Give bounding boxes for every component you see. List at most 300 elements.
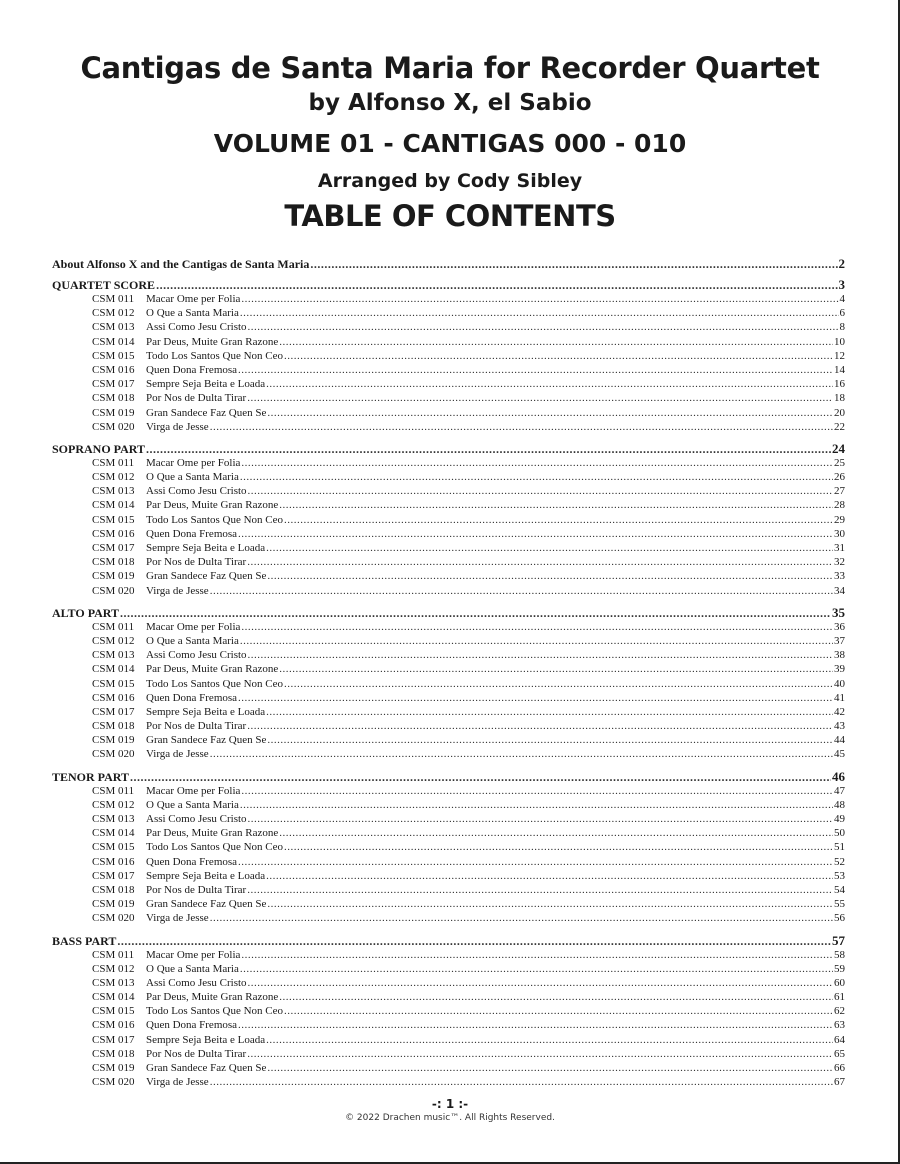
dot-leader	[284, 1004, 833, 1018]
toc-entry-label	[92, 1033, 265, 1047]
toc-page-number: 67	[834, 1076, 845, 1089]
dot-leader	[279, 498, 833, 512]
cantiga-title: Quen Dona Fremosa	[146, 855, 238, 868]
cantiga-title: Assi Como Jesu Cristo	[146, 649, 247, 662]
toc-entry-label	[92, 634, 239, 648]
toc-entry-label	[92, 527, 237, 541]
toc-entry[interactable]	[52, 634, 845, 648]
dot-leader	[210, 911, 833, 925]
dot-leader	[210, 747, 833, 761]
toc-entry-label	[92, 812, 247, 826]
toc-entry[interactable]	[52, 620, 845, 634]
cantiga-title: Macar Ome per Folia	[146, 620, 241, 633]
toc-entry[interactable]	[52, 677, 845, 691]
cantiga-title: O Que a Santa Maria	[146, 307, 239, 320]
toc-page-number: 48	[834, 798, 845, 811]
cantiga-title: Sempre Seja Beita e Loada	[146, 542, 266, 554]
title-block	[0, 50, 900, 234]
section-spacer	[52, 762, 845, 769]
toc-entry[interactable]	[52, 569, 845, 583]
cantiga-title: Par Deus, Muite Gran Razone	[146, 499, 279, 512]
cantiga-title: Por Nos de Dulta Tirar	[146, 392, 247, 405]
toc-entry[interactable]	[52, 391, 845, 405]
toc-entry[interactable]	[52, 406, 845, 420]
cantiga-code: CSM 017	[92, 1033, 135, 1046]
dot-leader	[284, 349, 833, 363]
toc-entry[interactable]	[52, 1033, 845, 1047]
cantiga-title: Par Deus, Muite Gran Razone	[146, 991, 279, 1004]
cantiga-code: CSM 020	[92, 584, 135, 597]
toc-page-number: 20	[834, 406, 845, 419]
toc-section-label: TENOR PART	[52, 769, 130, 784]
toc-entry[interactable]	[52, 1018, 845, 1032]
toc-page-number: 56	[834, 912, 845, 925]
toc-entry-label	[92, 620, 240, 634]
dot-leader	[247, 1047, 833, 1061]
toc-page-number: 12	[834, 349, 845, 362]
toc-page-number: 30	[834, 527, 845, 540]
toc-entry-label	[92, 420, 209, 434]
cantiga-title: Virga de Jesse	[146, 584, 209, 597]
toc-entry[interactable]	[52, 541, 845, 555]
toc-entry-label	[92, 855, 237, 869]
dot-leader	[266, 541, 833, 555]
cantiga-code: CSM 018	[92, 883, 135, 896]
toc-entry-about[interactable]	[52, 256, 845, 271]
toc-page-number: 58	[834, 948, 845, 961]
toc-entry-label	[92, 406, 266, 420]
dot-leader	[279, 990, 833, 1004]
toc-entry-label	[92, 555, 246, 569]
toc-page-number: 16	[834, 378, 845, 391]
toc-entry-label	[92, 883, 246, 897]
toc-page-number: 3	[838, 277, 845, 292]
cantiga-code: CSM 019	[92, 406, 135, 419]
dot-leader	[248, 648, 833, 662]
toc-entry[interactable]	[52, 691, 845, 705]
toc-section-heading[interactable]	[52, 605, 845, 620]
toc-page-number: 6	[839, 307, 845, 320]
toc-entry-label	[92, 733, 266, 747]
dot-leader	[146, 442, 831, 457]
toc-entry[interactable]	[52, 1061, 845, 1075]
toc-page-number: 22	[834, 420, 845, 433]
toc-entry-label	[92, 1075, 209, 1089]
toc-entry-label	[92, 1061, 266, 1075]
toc-entry[interactable]	[52, 377, 845, 391]
toc-entry[interactable]	[52, 719, 845, 733]
dot-leader	[266, 705, 833, 719]
cantiga-title: Sempre Seja Beita e Loada	[146, 705, 266, 718]
cantiga-code: CSM 016	[92, 1019, 135, 1032]
toc-heading: TABLE OF CONTENTS	[284, 199, 616, 233]
dot-leader	[247, 555, 833, 569]
cantiga-code: CSM 017	[92, 542, 135, 554]
toc-entry-label	[92, 897, 266, 911]
toc-entry-label	[92, 719, 246, 733]
dot-leader	[241, 620, 833, 634]
cantiga-title: Por Nos de Dulta Tirar	[146, 720, 247, 733]
cantiga-title: Virga de Jesse	[146, 1076, 209, 1089]
toc-page-number: 46	[832, 768, 845, 784]
cantiga-title: Par Deus, Muite Gran Razone	[146, 663, 279, 676]
toc-page-number: 55	[834, 898, 845, 911]
toc-entry[interactable]	[52, 911, 845, 925]
toc-entry-label	[92, 320, 247, 334]
toc-section-label: ALTO PART	[52, 605, 120, 620]
cantiga-code: CSM 018	[92, 720, 135, 733]
toc-entry[interactable]	[52, 320, 845, 334]
toc-page-number: 29	[834, 513, 845, 526]
cantiga-code: CSM 017	[92, 705, 135, 718]
cantiga-code: CSM 015	[92, 349, 135, 362]
cantiga-title: Sempre Seja Beita e Loada	[146, 1033, 266, 1046]
cantiga-code: CSM 015	[92, 841, 135, 854]
toc-entry[interactable]	[52, 363, 845, 377]
cantiga-code: CSM 013	[92, 321, 135, 334]
toc-entry[interactable]	[52, 349, 845, 363]
cantiga-title: Virga de Jesse	[146, 420, 209, 433]
cantiga-title: O Que a Santa Maria	[146, 798, 239, 811]
cantiga-title: Virga de Jesse	[146, 748, 209, 761]
toc-section-label: SOPRANO PART	[52, 441, 146, 456]
toc-entry[interactable]	[52, 1004, 845, 1018]
toc-page-number: 42	[834, 705, 845, 718]
toc-page-number: 52	[834, 855, 845, 868]
toc-page-number: 62	[834, 1005, 845, 1018]
dot-leader	[238, 691, 833, 705]
cantiga-code: CSM 018	[92, 1047, 135, 1060]
toc-page-number: 65	[834, 1047, 845, 1060]
cantiga-code: CSM 012	[92, 307, 135, 320]
toc-page-number: 44	[834, 734, 845, 747]
toc-entry-label	[92, 456, 240, 470]
dot-leader	[267, 897, 833, 911]
toc-entry[interactable]	[52, 855, 845, 869]
toc-page-number: 35	[832, 604, 845, 620]
cantiga-code: CSM 012	[92, 962, 135, 975]
toc-page-number: 40	[834, 677, 845, 690]
toc-entry-label	[92, 826, 278, 840]
dot-leader	[240, 634, 833, 648]
toc-section-heading[interactable]	[52, 277, 845, 292]
cantiga-code: CSM 011	[92, 293, 135, 305]
toc-page-number: 45	[834, 748, 845, 761]
cantiga-code: CSM 011	[92, 784, 135, 797]
toc-entry-label	[92, 349, 283, 363]
toc-page-number: 39	[834, 663, 845, 676]
toc-entry[interactable]	[52, 1047, 845, 1061]
section-spacer	[52, 598, 845, 605]
cantiga-code: CSM 012	[92, 798, 135, 811]
cantiga-title: Par Deus, Muite Gran Razone	[146, 335, 279, 348]
toc-entry-label	[92, 976, 247, 990]
cantiga-code: CSM 015	[92, 677, 135, 690]
footer-copyright: © 2022 Drachen music™. All Rights Reserved.	[345, 1113, 555, 1123]
dot-leader	[267, 406, 833, 420]
cantiga-code: CSM 015	[92, 513, 135, 526]
dot-leader	[120, 606, 831, 621]
cantiga-title: Par Deus, Muite Gran Razone	[146, 827, 279, 840]
dot-leader	[241, 292, 838, 306]
toc-page-number: 64	[834, 1033, 845, 1046]
toc-page-number: 33	[834, 570, 845, 583]
toc-entry-label	[92, 798, 239, 812]
toc-entry-label	[92, 306, 239, 320]
toc-entry[interactable]	[52, 812, 845, 826]
cantiga-code: CSM 013	[92, 649, 135, 662]
toc-entry[interactable]	[52, 948, 845, 962]
dot-leader	[267, 1061, 833, 1075]
dot-leader	[156, 278, 837, 293]
dot-leader	[240, 962, 833, 976]
toc-entry-label	[92, 335, 278, 349]
toc-entry[interactable]	[52, 869, 845, 883]
toc-page-number: 47	[834, 784, 845, 797]
section-spacer	[52, 434, 845, 441]
cantiga-code: CSM 017	[92, 869, 135, 882]
toc-entry-label	[92, 1004, 283, 1018]
cantiga-code: CSM 011	[92, 620, 135, 633]
toc-entry-label	[92, 1047, 246, 1061]
toc-page-number: 63	[834, 1019, 845, 1032]
page-footer	[0, 1097, 900, 1125]
toc-page-number: 18	[834, 392, 845, 405]
cantiga-code: CSM 013	[92, 976, 135, 989]
toc-section-label: BASS PART	[52, 933, 117, 948]
cantiga-code: CSM 016	[92, 363, 135, 376]
toc-page-number: 14	[834, 363, 845, 376]
toc-entry[interactable]	[52, 292, 845, 306]
arranger-line: Arranged by Cody Sibley	[317, 170, 583, 192]
toc-entry-label	[92, 292, 240, 306]
cantiga-title: Gran Sandece Faz Quen Se	[146, 406, 267, 419]
toc-entry[interactable]	[52, 648, 845, 662]
toc-entry[interactable]	[52, 840, 845, 854]
cantiga-title: Assi Como Jesu Cristo	[146, 321, 247, 334]
dot-leader	[310, 257, 837, 272]
toc-entry[interactable]	[52, 456, 845, 470]
toc-page-number: 51	[834, 841, 845, 854]
toc-entry[interactable]	[52, 784, 845, 798]
toc-entry-label	[92, 1018, 237, 1032]
toc-page-number: 8	[839, 321, 845, 334]
toc-page-number: 61	[834, 991, 845, 1004]
toc-entry-label	[92, 677, 283, 691]
cantiga-title: Macar Ome per Folia	[146, 293, 241, 305]
cantiga-code: CSM 015	[92, 1005, 135, 1018]
dot-leader	[248, 320, 839, 334]
dot-leader	[284, 513, 833, 527]
cantiga-code: CSM 012	[92, 634, 135, 647]
toc-page-number: 32	[834, 556, 845, 569]
cantiga-code: CSM 017	[92, 378, 135, 391]
toc-section-label: QUARTET SCORE	[52, 278, 156, 292]
toc-page-number: 28	[834, 499, 845, 512]
cantiga-title: O Que a Santa Maria	[146, 634, 239, 647]
dot-leader	[117, 934, 831, 949]
dot-leader	[248, 484, 833, 498]
toc-entry[interactable]	[52, 662, 845, 676]
toc-entry-label	[92, 377, 265, 391]
dot-leader	[130, 770, 831, 785]
toc-page-number: 60	[834, 976, 845, 989]
cantiga-title: Assi Como Jesu Cristo	[146, 813, 247, 825]
cantiga-code: CSM 014	[92, 499, 135, 512]
toc-entry[interactable]	[52, 470, 845, 484]
dot-leader	[279, 826, 833, 840]
cantiga-code: CSM 019	[92, 570, 135, 583]
cantiga-title: Virga de Jesse	[146, 912, 209, 925]
composer-line: by Alfonso X, el Sabio	[308, 90, 592, 116]
toc-page-number: 24	[832, 440, 845, 456]
cantiga-title: Por Nos de Dulta Tirar	[146, 883, 247, 896]
dot-leader	[267, 569, 833, 583]
cantiga-code: CSM 014	[92, 335, 135, 348]
cantiga-code: CSM 013	[92, 813, 135, 825]
dot-leader	[210, 1075, 833, 1089]
toc-entry-label	[92, 948, 240, 962]
toc-entry[interactable]	[52, 976, 845, 990]
dot-leader	[247, 391, 833, 405]
toc-section-heading[interactable]	[52, 933, 845, 948]
cantiga-title: Gran Sandece Faz Quen Se	[146, 1062, 267, 1074]
cantiga-code: CSM 020	[92, 912, 135, 925]
toc-entry[interactable]	[52, 990, 845, 1004]
toc-entry[interactable]	[52, 420, 845, 434]
cantiga-code: CSM 018	[92, 392, 135, 405]
dot-leader	[238, 527, 833, 541]
dot-leader	[241, 784, 833, 798]
cantiga-code: CSM 020	[92, 748, 135, 761]
cantiga-title: Assi Como Jesu Cristo	[146, 976, 247, 989]
toc-entry-label	[92, 498, 278, 512]
toc-entry[interactable]	[52, 1075, 845, 1089]
toc-page-number: 2	[838, 256, 845, 271]
cantiga-title: Todo Los Santos Que Non Ceo	[146, 841, 284, 854]
toc-entry-label	[92, 513, 283, 527]
cantiga-code: CSM 020	[92, 420, 135, 433]
cantiga-code: CSM 016	[92, 691, 135, 704]
toc-entry[interactable]	[52, 555, 845, 569]
toc-page-number: 38	[834, 649, 845, 662]
cantiga-title: Assi Como Jesu Cristo	[146, 485, 247, 498]
toc-entry[interactable]	[52, 705, 845, 719]
dot-leader	[247, 719, 833, 733]
toc-section-heading[interactable]	[52, 441, 845, 456]
toc-entry-label	[92, 470, 239, 484]
toc-page-number: 66	[834, 1062, 845, 1074]
toc-entry[interactable]	[52, 747, 845, 761]
dot-leader	[238, 363, 833, 377]
cantiga-title: Quen Dona Fremosa	[146, 363, 238, 376]
cantiga-title: Gran Sandece Faz Quen Se	[146, 570, 267, 583]
toc-entry-label	[92, 962, 239, 976]
dot-leader	[240, 470, 833, 484]
dot-leader	[266, 869, 833, 883]
dot-leader	[284, 840, 833, 854]
cantiga-code: CSM 018	[92, 556, 135, 569]
toc-entry[interactable]	[52, 498, 845, 512]
toc-entry-label	[92, 484, 247, 498]
toc-entry-label	[92, 569, 266, 583]
toc-page-number: 49	[834, 813, 845, 825]
toc-page-number: 26	[834, 471, 845, 484]
toc-entry-label	[92, 784, 240, 798]
toc-page-number: 43	[834, 720, 845, 733]
toc-entry[interactable]	[52, 798, 845, 812]
document-title: Cantigas de Santa Maria for Recorder Quartet	[80, 51, 820, 85]
cantiga-code: CSM 013	[92, 485, 135, 498]
dot-leader	[248, 812, 833, 826]
dot-leader	[248, 976, 833, 990]
footer-page-number: -: 1 :-	[431, 1097, 469, 1111]
cantiga-title: Quen Dona Fremosa	[146, 1019, 238, 1032]
cantiga-title: Todo Los Santos Que Non Ceo	[146, 349, 284, 362]
cantiga-title: Todo Los Santos Que Non Ceo	[146, 1005, 284, 1018]
toc-entry[interactable]	[52, 826, 845, 840]
toc-entry-label	[92, 840, 283, 854]
toc-page-number: 27	[834, 485, 845, 498]
toc-page-number: 53	[834, 869, 845, 882]
toc-entry[interactable]	[52, 962, 845, 976]
cantiga-title: Sempre Seja Beita e Loada	[146, 378, 266, 391]
toc-entry[interactable]	[52, 335, 845, 349]
cantiga-title: O Que a Santa Maria	[146, 471, 239, 484]
toc-entry[interactable]	[52, 513, 845, 527]
toc-entry[interactable]	[52, 897, 845, 911]
dot-leader	[279, 662, 833, 676]
toc-entry[interactable]	[52, 883, 845, 897]
cantiga-title: Macar Ome per Folia	[146, 456, 241, 469]
toc-entry[interactable]	[52, 733, 845, 747]
toc-page-number: 31	[834, 542, 845, 554]
toc-entry[interactable]	[52, 584, 845, 598]
dot-leader	[238, 855, 833, 869]
toc-page-number: 59	[834, 962, 845, 975]
toc-entry[interactable]	[52, 527, 845, 541]
toc-section-heading[interactable]	[52, 769, 845, 784]
cantiga-title: Todo Los Santos Que Non Ceo	[146, 677, 284, 690]
toc-page-number: 10	[834, 335, 845, 348]
cantiga-code: CSM 014	[92, 991, 135, 1004]
cantiga-title: Gran Sandece Faz Quen Se	[146, 734, 267, 747]
dot-leader	[266, 377, 833, 391]
cantiga-title: Gran Sandece Faz Quen Se	[146, 898, 267, 911]
cantiga-title: Quen Dona Fremosa	[146, 527, 238, 540]
toc-entry-label	[92, 584, 209, 598]
toc-entry-label	[92, 691, 237, 705]
cantiga-title: Por Nos de Dulta Tirar	[146, 556, 247, 569]
toc-entry-label	[92, 705, 265, 719]
toc-entry-label	[92, 662, 278, 676]
cantiga-code: CSM 016	[92, 855, 135, 868]
toc-entry-label	[92, 648, 247, 662]
cantiga-title: Quen Dona Fremosa	[146, 691, 238, 704]
toc-entry[interactable]	[52, 306, 845, 320]
cantiga-code: CSM 011	[92, 948, 135, 961]
cantiga-code: CSM 019	[92, 1062, 135, 1074]
dot-leader	[240, 306, 839, 320]
cantiga-code: CSM 012	[92, 471, 135, 484]
toc-entry-label	[92, 990, 278, 1004]
dot-leader	[210, 420, 833, 434]
toc-entry-label	[92, 363, 237, 377]
toc-entry-label	[92, 541, 265, 555]
toc-page-number: 50	[834, 827, 845, 840]
toc-entry[interactable]	[52, 484, 845, 498]
section-spacer	[52, 926, 845, 933]
